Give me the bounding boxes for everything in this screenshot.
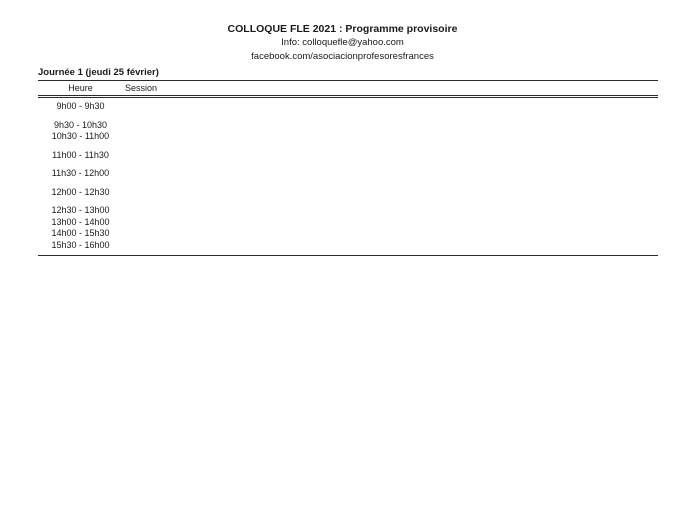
table-row — [38, 120, 658, 132]
page-title: COLLOQUE FLE 2021 : Programme provisoire — [227, 23, 458, 35]
table-row — [38, 131, 658, 143]
row-session — [123, 168, 658, 180]
table-row — [38, 168, 658, 180]
table-row — [38, 187, 658, 199]
table-row — [38, 228, 658, 240]
row-time: 14h00 - 15h30 — [51, 228, 110, 238]
schedule-table — [38, 80, 658, 256]
row-session — [123, 150, 658, 162]
column-header-session: Session — [125, 83, 158, 93]
row-time: 12h00 - 12h30 — [51, 186, 110, 197]
row-time: 12h30 - 13h00 — [51, 205, 110, 215]
row-time: 15h30 - 16h00 — [51, 239, 110, 250]
row-session — [123, 120, 658, 132]
row-session — [123, 217, 658, 229]
column-header-heure: Heure — [68, 83, 93, 93]
row-session — [123, 205, 658, 217]
row-time: 11h30 - 12h00 — [51, 168, 110, 178]
row-session — [123, 187, 658, 199]
table-header-row — [38, 81, 658, 98]
table-row — [38, 101, 658, 113]
schedule-rows — [38, 98, 658, 256]
row-session — [123, 240, 658, 252]
facebook-line: facebook.com/asociacionprofesoresfrances — [251, 51, 434, 62]
table-row — [38, 205, 658, 217]
contact-info: Info: colloquefle@yahoo.com — [281, 37, 404, 48]
day-label: Journée 1 (jeudi 25 février) — [38, 67, 159, 78]
row-time: 11h00 - 11h30 — [52, 149, 109, 160]
table-row — [38, 150, 658, 162]
schedule-document — [38, 67, 658, 256]
row-time: 9h00 - 9h30 — [56, 101, 105, 111]
row-time: 13h00 - 14h00 — [51, 216, 110, 227]
row-time: 10h30 - 11h00 — [51, 131, 110, 141]
table-row — [38, 240, 658, 252]
row-time: 9h30 - 10h30 — [53, 119, 108, 130]
row-session — [123, 131, 658, 143]
row-session — [123, 101, 658, 113]
row-session — [123, 228, 658, 240]
table-row — [38, 217, 658, 229]
document-header — [0, 22, 685, 64]
